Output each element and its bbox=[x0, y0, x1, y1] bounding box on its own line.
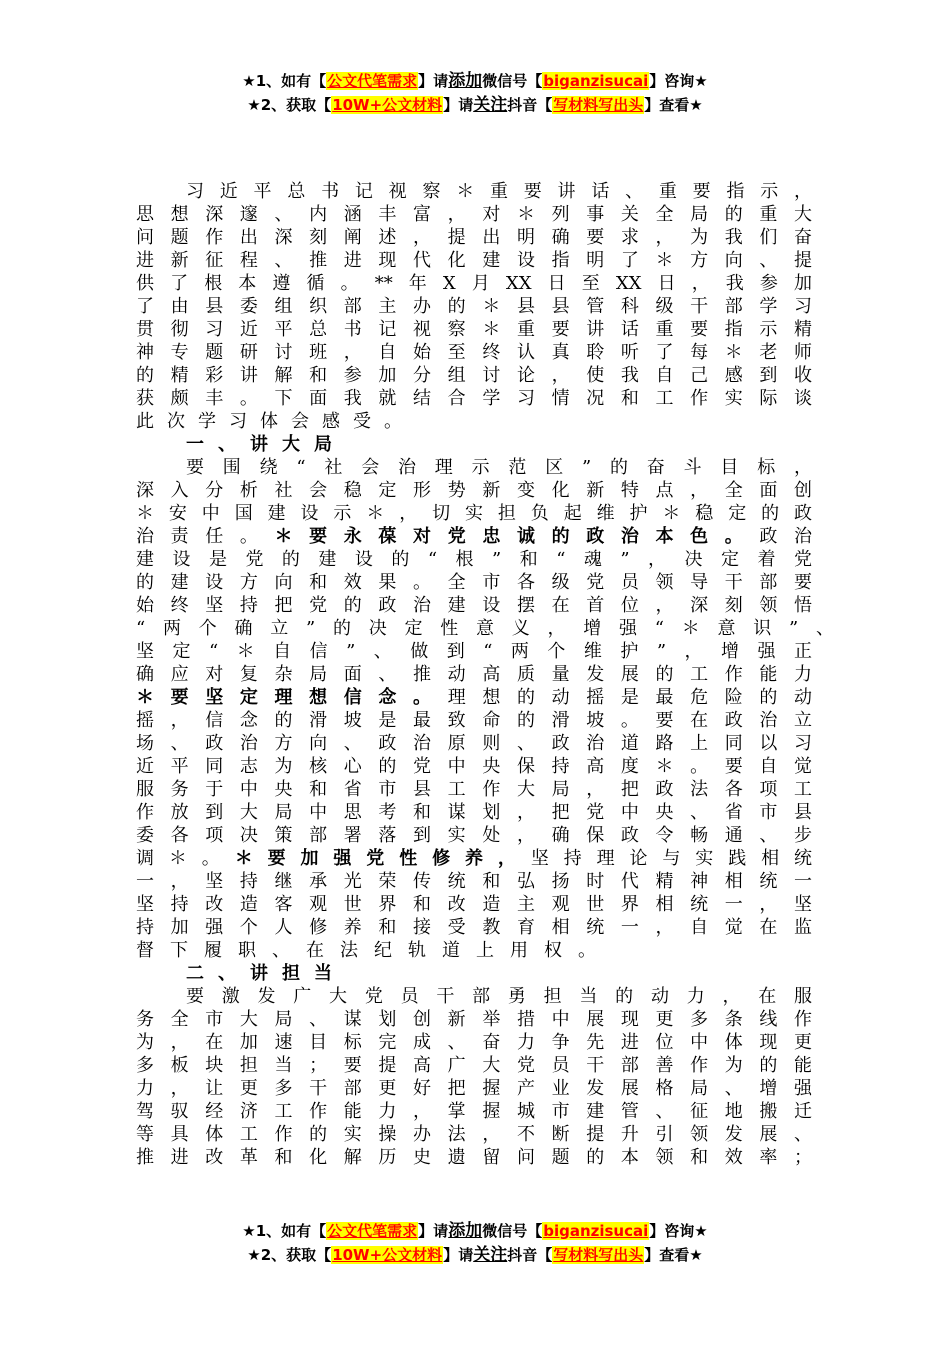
promo-highlight: 公文代笔需求 bbox=[327, 1222, 418, 1240]
promo-text: 抖音【 bbox=[507, 96, 553, 114]
body-segment: 理想的动摇是最危险的动 bbox=[447, 687, 813, 708]
body-line: 推进改革和化解历史遗留问题的本领和效率； bbox=[136, 1147, 812, 1168]
body-line: 了由县委组织部主办的＊县县管科级干部学习 bbox=[136, 296, 812, 317]
body-line: 始终坚持把党的政治建设摆在首位，深刻领悟 bbox=[136, 595, 812, 616]
body-segment: 坚持理论与实践相统 bbox=[530, 848, 813, 869]
body-line: 多板块担当；要提高广大党员干部善作为的能 bbox=[136, 1055, 812, 1076]
body-line: 一，坚持继承光荣传统和弘扬时代精神相统一 bbox=[136, 871, 812, 892]
body-line: 务全市大局、谋划创新举措中展现更多条线作 bbox=[136, 1009, 812, 1030]
body-line: 贯彻习近平总书记视察＊重要讲话重要指示精 bbox=[136, 319, 812, 340]
body-line: “两个确立”的决定性意义，增强“＊意识”、 bbox=[136, 618, 834, 639]
promo-text: 微信号【 bbox=[482, 72, 543, 90]
promo-text: 】查看★ bbox=[644, 1246, 703, 1264]
promo-underlined: 添加 bbox=[448, 1221, 483, 1241]
body-line: 进新征程、推进现代化建设指明了＊方向、提 bbox=[136, 250, 812, 271]
promo-highlight: biganzisucai bbox=[543, 1222, 649, 1240]
document-body bbox=[136, 180, 834, 1169]
promo-highlight: 10W+公文材料 bbox=[332, 96, 443, 114]
body-line: 督下履职、在法纪轨道上用权。 bbox=[136, 940, 612, 961]
promo-line-2 bbox=[0, 93, 950, 117]
body-line: 服务于中央和省市县工作大局，把政法各项工 bbox=[136, 779, 812, 800]
section-heading: 一、讲大局 bbox=[186, 434, 346, 455]
body-line: 深入分析社会稳定形势新变化新特点，全面创 bbox=[136, 480, 812, 501]
promo-text: 】请 bbox=[418, 1222, 449, 1240]
body-line bbox=[136, 847, 812, 870]
body-line bbox=[136, 525, 812, 548]
body-line: 力，让更多干部更好把握产业发展格局、增强 bbox=[136, 1078, 812, 1099]
section-heading: 二、讲担当 bbox=[186, 963, 346, 984]
promo-underlined: 添加 bbox=[448, 71, 483, 91]
body-line: 坚定“＊自信”、做到“两个维护”，增强正 bbox=[136, 641, 812, 662]
bold-emphasis: ＊要永葆对党忠诚的政治本色。 bbox=[274, 526, 760, 547]
body-line: 问题作出深刻阐述，提出明确要求，为我们奋 bbox=[136, 227, 812, 248]
body-line: 神专题研讨班，自始至终认真聆听了每＊老师 bbox=[136, 342, 812, 363]
promo-text: 抖音【 bbox=[507, 1246, 553, 1264]
promo-banner-top bbox=[0, 69, 950, 117]
body-line: 委各项决策部署落到实处，确保政令畅通、步 bbox=[136, 825, 812, 846]
body-line: 建设是党的建设的“根”和“魂”，决定着党 bbox=[136, 549, 812, 570]
body-line: 要围绕“社会治理示范区”的奋斗目标， bbox=[186, 457, 812, 478]
promo-highlight: 10W+公文材料 bbox=[332, 1246, 443, 1264]
promo-text: 微信号【 bbox=[482, 1222, 543, 1240]
body-line: ＊安中国建设示＊，切实担负起维护＊稳定的政 bbox=[136, 503, 812, 524]
body-line: 场、政治方向、政治原则、政治道路上同以习 bbox=[136, 733, 812, 754]
body-line: 此次学习体会感受。 bbox=[136, 411, 415, 432]
body-line: 习近平总书记视察＊重要讲话、重要指示， bbox=[186, 181, 812, 202]
promo-line-1 bbox=[0, 69, 950, 93]
body-line: 思想深邃、内涵丰富，对＊列事关全局的重大 bbox=[136, 204, 812, 225]
body-line: 坚持改造客观世界和改造主观世界相统一，坚 bbox=[136, 894, 812, 915]
promo-text: 】请 bbox=[443, 1246, 474, 1264]
body-line: 驾驭经济工作能力，掌握城市建管、征地搬迁 bbox=[136, 1101, 812, 1122]
body-line: 的建设方向和效果。全市各级党员领导干部要 bbox=[136, 572, 812, 593]
body-line: 供了根本遵循。**年X月XX日至XX日，我参加 bbox=[136, 273, 812, 294]
promo-highlight: 公文代笔需求 bbox=[327, 72, 418, 90]
promo-line-2 bbox=[0, 1243, 950, 1267]
promo-text: 】查看★ bbox=[644, 96, 703, 114]
body-line: 为，在加速目标完成、奋力争先进位中体现更 bbox=[136, 1032, 812, 1053]
body-segment: 政治 bbox=[759, 526, 813, 547]
promo-underlined: 关注 bbox=[473, 95, 508, 115]
body-line: 持加强个人修养和接受教育相统一，自觉在监 bbox=[136, 917, 812, 938]
promo-banner-bottom bbox=[0, 1219, 950, 1267]
body-segment: 调＊。 bbox=[136, 848, 235, 869]
body-line: 近平同志为核心的党中央保持高度＊。要自觉 bbox=[136, 756, 812, 777]
promo-line-1 bbox=[0, 1219, 950, 1243]
promo-text: 】请 bbox=[418, 72, 449, 90]
body-line: 作放到大局中思考和谋划，把党中央、省市县 bbox=[136, 802, 812, 823]
promo-highlight: 写材料写出头 bbox=[553, 1246, 644, 1264]
promo-text: ★2、获取【 bbox=[247, 1246, 332, 1264]
promo-highlight: biganzisucai bbox=[543, 72, 649, 90]
promo-text: ★2、获取【 bbox=[247, 96, 332, 114]
promo-highlight: 写材料写出头 bbox=[553, 96, 644, 114]
promo-text: ★1、如有【 bbox=[242, 72, 327, 90]
bold-emphasis: ＊要加强党性修养， bbox=[234, 848, 531, 869]
body-line: 要激发广大党员干部勇担当的动力，在服 bbox=[186, 986, 812, 1007]
promo-text: 】请 bbox=[443, 96, 474, 114]
bold-emphasis: ＊要坚定理想信念。 bbox=[136, 687, 448, 708]
body-line: 等具体工作的实操办法，不断提升引领发展、 bbox=[136, 1124, 812, 1145]
body-line: 确应对复杂局面、推动高质量发展的工作能力 bbox=[136, 664, 812, 685]
body-segment: 治责任。 bbox=[136, 526, 275, 547]
promo-text: ★1、如有【 bbox=[242, 1222, 327, 1240]
promo-underlined: 关注 bbox=[473, 1245, 508, 1265]
body-line: 摇，信念的滑坡是最致命的滑坡。要在政治立 bbox=[136, 710, 812, 731]
promo-text: 】咨询★ bbox=[649, 1222, 708, 1240]
body-line: 获颇丰。下面我就结合学习情况和工作实际谈 bbox=[136, 388, 812, 409]
body-line: 的精彩讲解和参加分组讨论，使我自己感到收 bbox=[136, 365, 812, 386]
body-line bbox=[136, 686, 812, 709]
promo-text: 】咨询★ bbox=[649, 72, 708, 90]
